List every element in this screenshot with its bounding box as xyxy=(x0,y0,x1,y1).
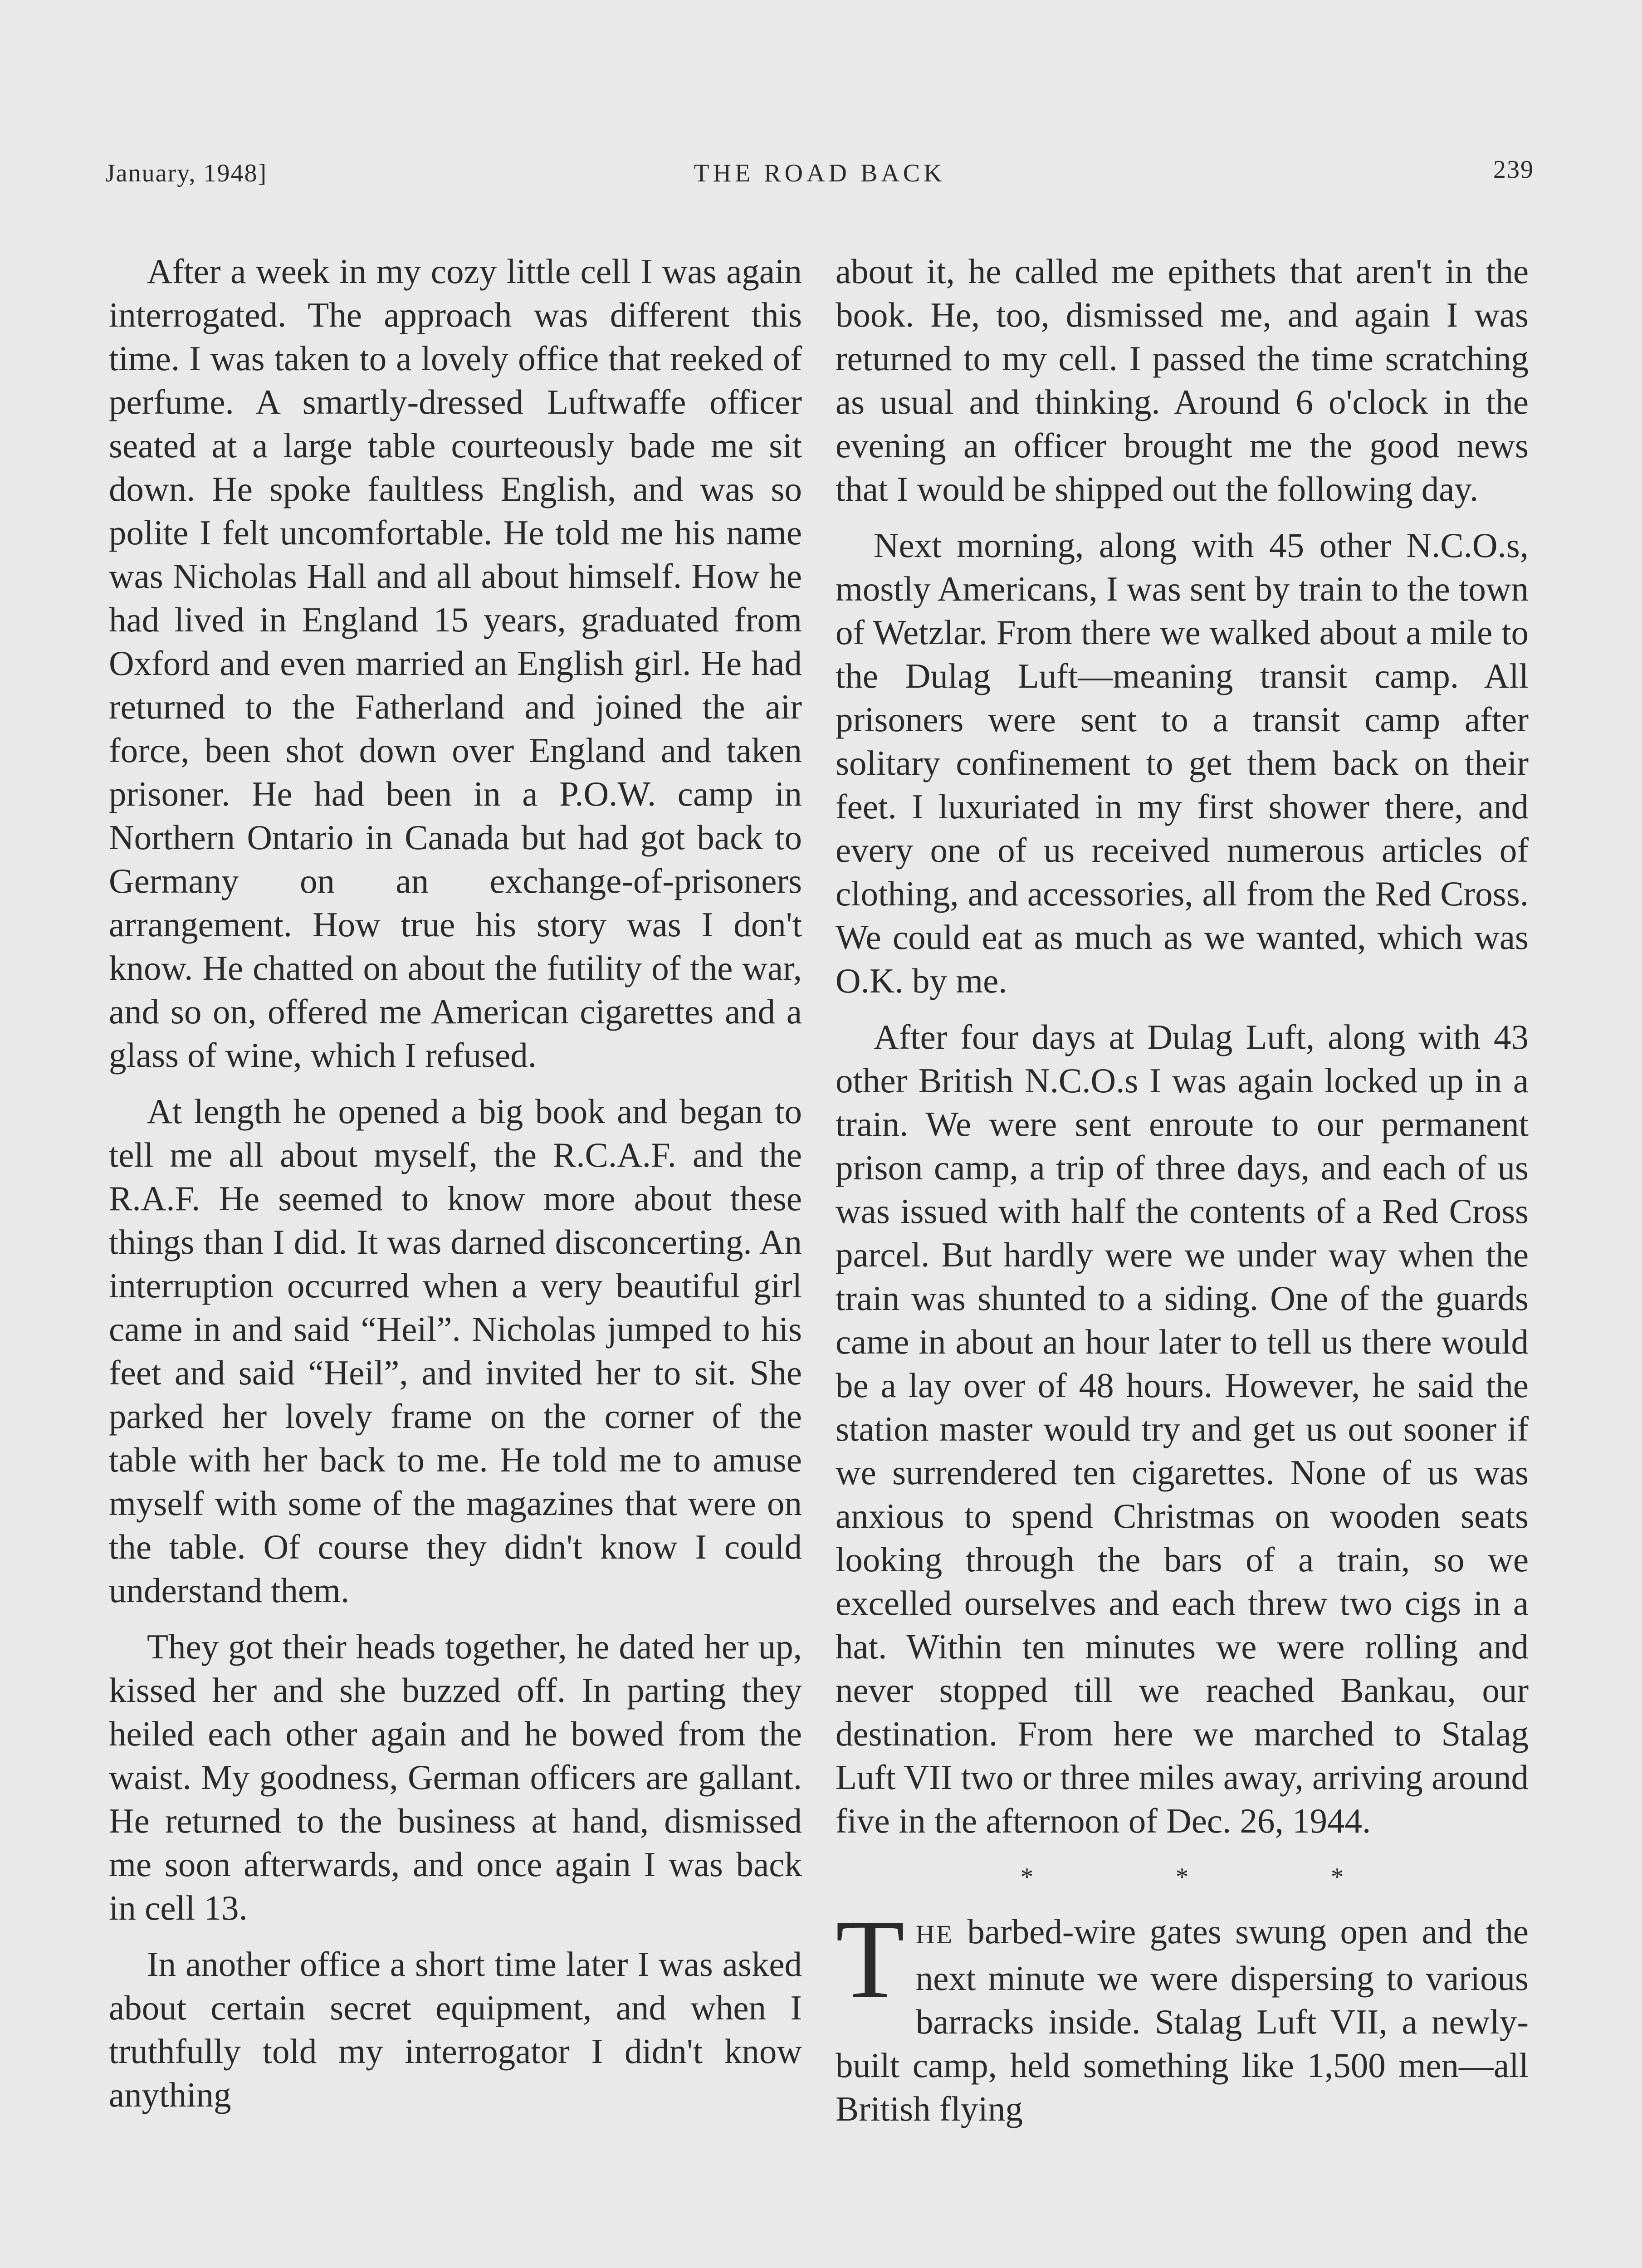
paragraph: After four days at Dulag Luft, along with 43 other British N.C.O.s I was again locked up in a train. We were sent enroute to our permanent prison camp, a trip of three days, and each of us was issued with half the contents of a Red Cross parcel. But hardly were we under way when the train was shunted to a siding. One of the guards came in about an hour later to tell us there would be a lay over of 48 hours. However, he said the station master would try and get us out sooner if we surrendered ten cigarettes. None of us was anxious to spend Christmas on wooden seats looking through the bars of a train, so we excelled ourselves and each threw two cigs in a hat. Within ten minutes we were rolling and never stopped till we reached Bankau, our destination. From here we marched to Stalag Luft VII two or three miles away, arriving around five in the afternoon of Dec. 26, 1944. xyxy=(836,1017,1529,1840)
right-column xyxy=(836,249,1529,2143)
section-separator: * * * xyxy=(1021,1863,1412,1891)
page-number: 239 xyxy=(1493,156,1534,184)
smallcaps-word: HE xyxy=(915,1920,954,1949)
left-column xyxy=(109,249,802,2129)
running-header xyxy=(105,156,1534,195)
paragraph: In another office a short time later I was asked about certain secret equipment, and when I truthfully told my interrogator I didn't know anything xyxy=(109,1945,802,2114)
paragraph: They got their heads together, he dated her up, kissed her and she buzzed off. In parting they heiled each other again and he bowed from the waist. My goodness, German officers are gallant. He returned to the business at hand, dismissed me soon afterwards, and once again I was back in cell 13. xyxy=(109,1627,802,1927)
paragraph: At length he opened a big book and began to tell me all about myself, the R.C.A.F. and the R.A.F. He seemed to know more about these things than I did. It was darned disconcerting. An interruption occurred when a very beautiful girl came in and said “Heil”. Nicholas jumped to his feet and said “Heil”, and invited her to sit. She parked her lovely frame on the corner of the table with her back to me. He told me to amuse myself with some of the magazines that were on the table. Of course they didn't know I could understand them. xyxy=(109,1092,802,1610)
paragraph-continuation: about it, he called me epithets that aren't in the book. He, too, dismissed me, and again I was returned to my cell. I passed the time scratching as usual and thinking. Around 6 o'clock in the evening an officer brought me the good news that I would be shipped out the following day. xyxy=(836,252,1529,508)
paragraph: After a week in my cozy little cell I was again interrogated. The approach was different this time. I was taken to a lovely office that reeked of perfume. A smartly-dressed Luftwaffe officer seated at a large table courteously bade me sit down. He spoke faultless English, and was so polite I felt uncomfortable. He told me his name was Nicholas Hall and all about himself. How he had lived in England 15 years, graduated from Oxford and even married an English girl. He had returned to the Fatherland and joined the air force, been shot down over England and taken prisoner. He had been in a P.O.W. camp in Northern Ontario in Canada but had got back to Germany on an exchange-of-prisoners arrangement. How true his story was I don't know. He chatted on about the futility of the war, and so on, offered me American cigarettes and a glass of wine, which I refused. xyxy=(109,252,802,1075)
dropcap-paragraph xyxy=(836,1897,1529,2131)
paragraph-text: barbed-wire gates swung open and the next minute we were dispersing to various barracks inside. Stalag Luft VII, a newly-built camp, held something like 1,500 men—all British flying xyxy=(836,1912,1529,2128)
header-title: THE ROAD BACK xyxy=(694,159,946,187)
paragraph: Next morning, along with 45 other N.C.O.s, mostly Americans, I was sent by train to the town of Wetzlar. From there we walked about a mile to the Dulag Luft—meaning transit camp. All prisoners were sent to a transit camp after solitary confinement to get them back on their feet. I luxuriated in my first shower there, and every one of us received numerous articles of clothing, and accessories, all from the Red Cross. We could eat as much as we wanted, which was O.K. by me. xyxy=(836,526,1529,1000)
header-date: January, 1948] xyxy=(105,159,268,187)
drop-cap: T xyxy=(836,1897,905,2022)
